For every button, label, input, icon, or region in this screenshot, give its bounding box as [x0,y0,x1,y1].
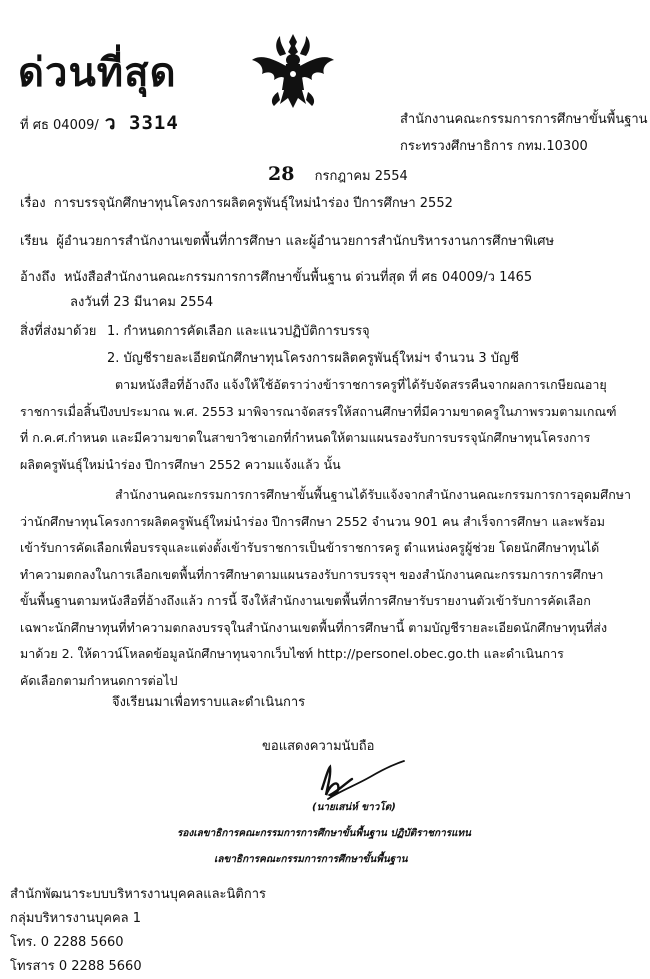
footer-department: สำนักพัฒนาระบบบริหารงานบุคคลและนิติการ [10,887,267,902]
document-number-value: ว 3314 [104,112,179,134]
subject-line [20,192,453,213]
reference-date: ลงวันที่ 23 มีนาคม 2554 [70,295,214,310]
paragraph-line: ที่ ก.ค.ศ.กำหนด และมีความขาดในสาขาวิชาเอกที่กำหนดให้ตามแผนรองรับการบรรจุนักศึกษาทุนโครงการ [20,430,591,445]
paragraph-line: ขั้นพื้นฐานตามหนังสือที่อ้างถึงแล้ว การนี้ จึงให้สำนักงานเขตพื้นที่การศึกษารับรายงานตัวเข้ารับการคัดเลือก [20,593,591,608]
paragraph-line: เฉพาะนักศึกษาทุนที่ทำความตกลงบรรจุในสำนักงานเขตพื้นที่การศึกษานี้ ตามบัญชีรายละเอียดนักศึกษาทุนที่ส่ง [20,619,608,635]
closing-regards: ขอแสดงความนับถือ [262,739,375,754]
paragraph-line: มาด้วย 2. ให้ดาวน์โหลดข้อมูลนักศึกษาทุนจากเว็บไซท์ http://personel.obec.go.th และดำเนินการ [20,646,564,661]
paragraph-line: ว่านักศึกษาทุนโครงการผลิตครูพันธุ์ใหม่นำร่อง ปีการศึกษา 2552 จำนวน 901 คน สำเร็จการศึกษา และพร้อม [20,513,605,529]
document-number [20,108,179,138]
footer-fax: โทรสาร 0 2288 5660 [10,959,142,974]
office-name: สำนักงานคณะกรรมการการศึกษาขั้นพื้นฐาน [400,112,648,127]
body-paragraph-1 [0,372,650,478]
signatory-name: (นายเสน่ห์ ขาวโต) [312,802,396,813]
enclosure-item: 1. กำหนดการคัดเลือก และแนวปฏิบัติการบรรจุ [107,324,370,339]
enclosures-label: สิ่งที่ส่งมาด้วย [20,324,97,339]
closing-request: จึงเรียนมาเพื่อทราบและดำเนินการ [112,695,306,710]
document-number-prefix: ที่ ศธ 04009/ [20,118,99,133]
recipient-line [20,230,554,251]
enclosure-item: 2. บัญชีรายละเอียดนักศึกษาทุนโครงการผลิตครูพันธุ์ใหม่ฯ จำนวน 3 บัญชี [107,351,519,366]
paragraph-line: สำนักงานคณะกรรมการการศึกษาขั้นพื้นฐานได้รับแจ้งจากสำนักงานคณะกรรมการการอุดมศึกษา [115,487,632,502]
body-paragraph-2 [0,482,650,694]
issuing-office [400,106,648,160]
reference-label: อ้างถึง [20,270,56,285]
footer-group: กลุ่มบริหารงานบุคคล 1 [10,911,142,926]
garuda-emblem-icon [250,30,336,112]
signatory-title: รองเลขาธิการคณะกรรมการการศึกษาขั้นพื้นฐาน ปฏิบัติราชการแทน [177,828,471,839]
paragraph-line: ตามหนังสือที่อ้างถึง แจ้งให้ใช้อัตราว่างข้าราชการครูที่ได้รับจัดสรรคืนจากผลการเกษียณอายุ [115,377,607,392]
subject-text: การบรรจุนักศึกษาทุนโครงการผลิตครูพันธุ์ใหม่นำร่อง ปีการศึกษา 2552 [53,196,453,211]
recipient-text: ผู้อำนวยการสำนักงานเขตพื้นที่การศึกษา และผู้อำนวยการสำนักบริหารงานการศึกษาพิเศษ [56,234,555,249]
document-date [268,163,408,186]
signatory-title: เลขาธิการคณะกรรมการการศึกษาขั้นพื้นฐาน [214,854,408,865]
paragraph-line: เข้ารับการคัดเลือกเพื่อบรรจุและแต่งตั้งเข้ารับราชการเป็นข้าราชการครู ตำแหน่งครูผู้ช่วย โดยนักศึกษาทุนได้ [20,540,600,555]
contact-footer [10,883,266,979]
office-ministry: กระทรวงศึกษาธิการ กทม.10300 [400,139,588,154]
subject-label: เรื่อง [20,196,46,211]
urgency-heading: ด่วนที่สุด [18,50,177,96]
date-day: 28 [268,163,295,185]
paragraph-line: ผลิตครูพันธุ์ใหม่นำร่อง ปีการศึกษา 2552 ความแจ้งแล้ว นั้น [20,456,341,472]
paragraph-line: ราชการเมื่อสิ้นปีงบประมาณ พ.ศ. 2553 มาพิจารณาจัดสรรให้สถานศึกษาที่มีความขาดครูในภาพรวมตามเกณฑ์ [20,403,617,419]
footer-phone: โทร. 0 2288 5660 [10,935,124,950]
recipient-label: เรียน [20,234,48,249]
reference-line [20,266,532,287]
paragraph-line: คัดเลือกตามกำหนดการต่อไป [20,672,178,688]
reference-text: หนังสือสำนักงานคณะกรรมการการศึกษาขั้นพื้นฐาน ด่วนที่สุด ที่ ศธ 04009/ว 1465 [63,270,533,285]
paragraph-line: ทำความตกลงในการเลือกเขตพื้นที่การศึกษาตามแผนรองรับการบรรจุฯ ของสำนักงานคณะกรรมการการศึกษา [20,566,604,582]
date-month-year: กรกฎาคม 2554 [314,169,408,184]
